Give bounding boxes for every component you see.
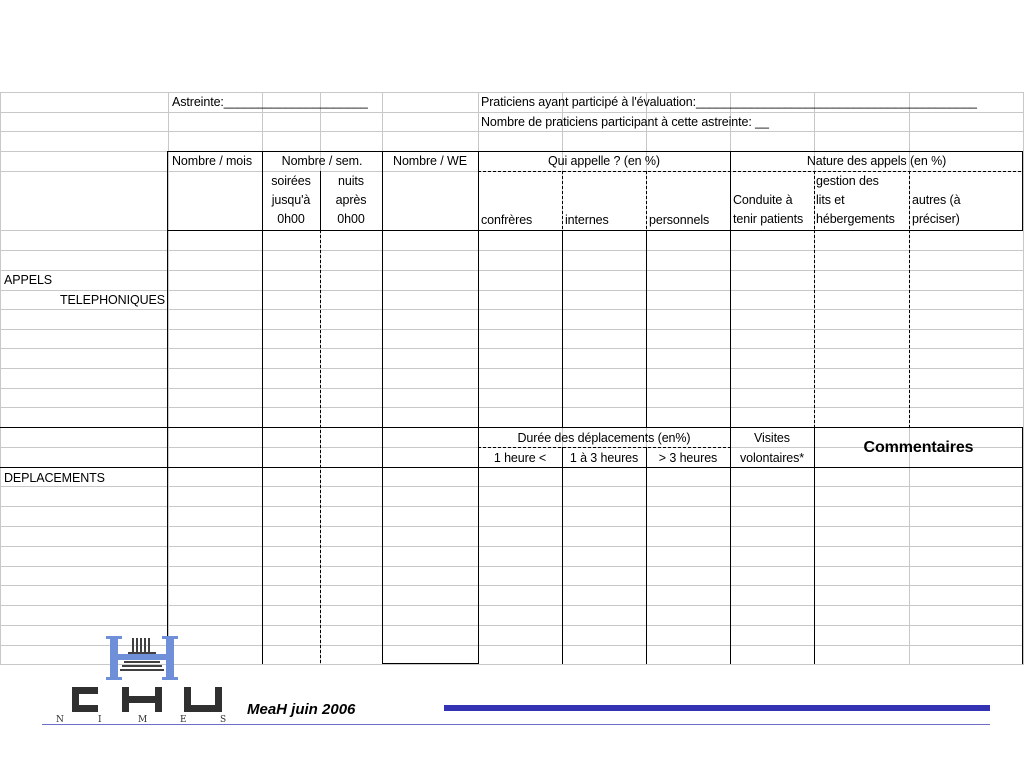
col-visites-2: volontaires* — [739, 451, 805, 465]
col-soirees-1: soirées — [271, 174, 311, 188]
col-3-heures: > 3 heures — [658, 451, 718, 465]
footer-rule — [42, 724, 990, 725]
col-duree-deplacements: Durée des déplacements (en%) — [517, 431, 691, 445]
col-confreres: confrères — [481, 213, 533, 227]
col-conduite-2: tenir patients — [733, 212, 804, 226]
chu-nimes-logo — [52, 632, 234, 724]
footer-date: MeaH juin 2006 — [247, 701, 356, 718]
col-nuits-3: 0h00 — [337, 212, 365, 226]
col-soirees-3: 0h00 — [277, 212, 305, 226]
col-nuits-1: nuits — [338, 174, 364, 188]
col-autres-2: préciser) — [912, 212, 960, 226]
col-nature-appels: Nature des appels (en %) — [806, 154, 947, 168]
col-autres-1: autres (à — [912, 193, 961, 207]
logo-nimes-letters — [56, 715, 226, 724]
col-gestion-3: hébergements — [816, 212, 895, 226]
col-soirees-2: jusqu'à — [271, 193, 311, 207]
section-appels-label: APPELS — [4, 273, 53, 287]
logo-chu-letters — [72, 687, 222, 712]
col-gestion-2: lits et — [816, 193, 845, 207]
col-nuits-2: après — [335, 193, 367, 207]
astreinte-field: Astreinte:_____________________ — [172, 95, 368, 109]
col-gestion-1: gestion des — [816, 174, 879, 188]
svg-text:I: I — [98, 715, 102, 724]
col-1-a-3-heures: 1 à 3 heures — [569, 451, 639, 465]
svg-text:E: E — [180, 715, 187, 724]
col-nombre-we: Nombre / WE — [393, 154, 467, 168]
col-personnels: personnels — [649, 213, 710, 227]
col-nombre-mois: Nombre / mois — [172, 154, 252, 168]
svg-text:M: M — [138, 715, 148, 724]
col-1-heure: 1 heure < — [493, 451, 547, 465]
svg-text:S: S — [220, 715, 227, 724]
col-qui-appelle: Qui appelle ? (en %) — [548, 154, 660, 168]
footer-accent-bar — [444, 705, 990, 711]
col-visites-1: Visites — [754, 431, 790, 445]
praticiens-evaluation-field: Praticiens ayant participé à l'évaluation:_________________________________________ — [481, 95, 977, 109]
section-telephoniques-label: TELEPHONIQUES — [60, 293, 165, 307]
svg-text:N: N — [56, 715, 64, 724]
col-nombre-sem: Nombre / sem. — [281, 154, 363, 168]
nombre-praticiens-field: Nombre de praticiens participant à cette astreinte: __ — [481, 115, 769, 129]
section-deplacements-label: DEPLACEMENTS — [4, 471, 105, 485]
col-commentaires: Commentaires — [863, 439, 974, 456]
col-internes: internes — [565, 213, 609, 227]
col-conduite-1: Conduite à — [733, 193, 793, 207]
